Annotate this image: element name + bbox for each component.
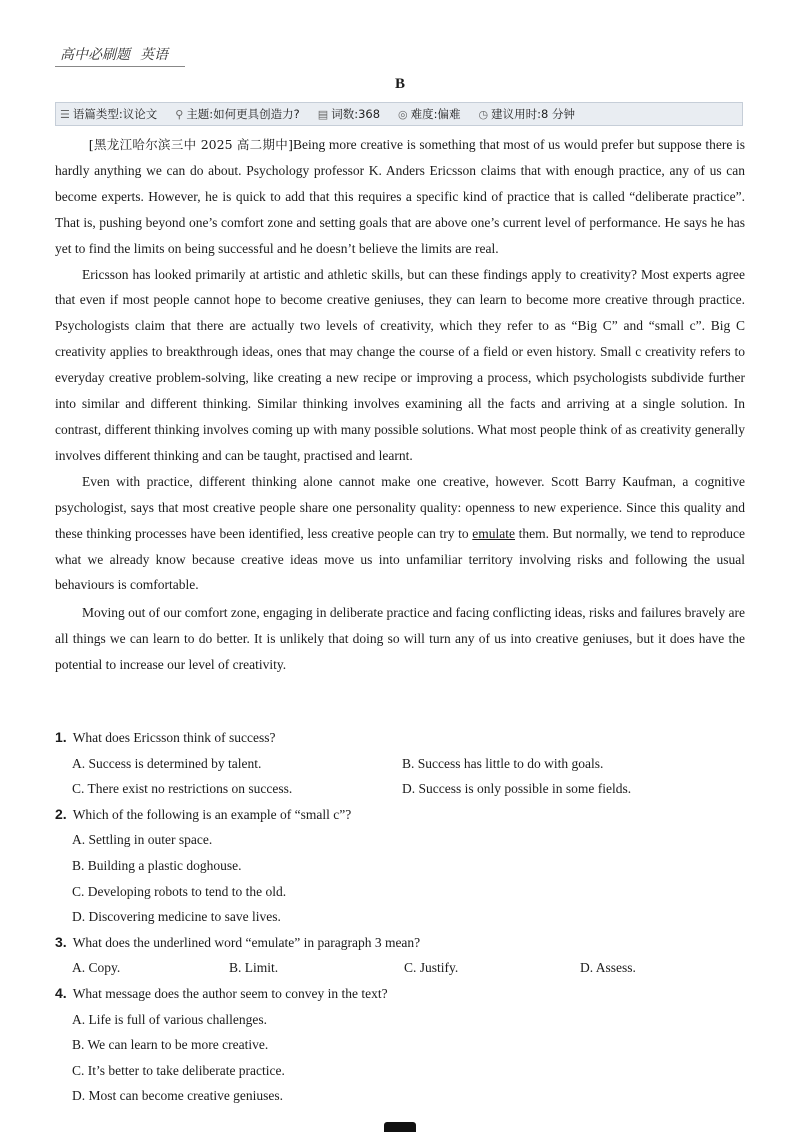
subject-label: 英语 (140, 47, 168, 63)
source-tag: [黑龙江哈尔滨三中 2025 高二期中] (88, 137, 293, 152)
info-article-type: ☰ 语篇类型:议论文 (60, 107, 158, 121)
question-4 (55, 981, 745, 1109)
option-b: B. Success has little to do with goals. (402, 755, 604, 771)
word-count-icon: ▤ (317, 107, 329, 121)
option-a: A. Life is full of various challenges. (72, 1011, 267, 1027)
question-number: 2. (55, 805, 67, 822)
question-stem: Which of the following is an example of “small c”? (72, 806, 352, 822)
question-2 (55, 802, 745, 930)
question-stem: What message does the author seem to convey in the text? (72, 985, 388, 1001)
option-a: A. Success is determined by talent. (72, 755, 262, 771)
info-word-count: ▤ 词数:368 (317, 107, 381, 121)
reading-passage (55, 132, 745, 678)
question-number: 4. (55, 984, 67, 1001)
question-3 (55, 930, 745, 981)
question-stem: What does the underlined word “emulate” in paragraph 3 mean? (72, 934, 421, 950)
question-stem: What does Ericsson think of success? (72, 730, 276, 745)
option-a: A. Settling in outer space. (72, 832, 213, 848)
paragraph-3: Even with practice, different thinking alone cannot make one creative, however. Scott Barry Kaufman, a cognitive psychologist, says that most creative people share one personality quality: openness to new experience. Since this quality and these thinking processes have been identified, less creative people can try to emulate them. But normally, we tend to reproduce what we already know because creative ideas move us into unfamiliar territory involving risks and following the usual behaviours is comfortable. (55, 473, 745, 593)
clock-icon: ◷ (478, 107, 489, 121)
option-c: C. There exist no restrictions on success. (72, 781, 293, 797)
option-d: D. Assess. (580, 960, 636, 976)
option-d: D. Discovering medicine to save lives. (72, 909, 281, 925)
option-c: C. Developing robots to tend to the old. (72, 883, 287, 899)
header-divider (55, 66, 185, 67)
paragraph-1: [黑龙江哈尔滨三中 2025 高二期中]Being more creative is something that most of us would prefer but suppose there is hardly anything we can do about. Psychology professor K. Anders Ericsson claims that with enough practice, any of us can become experts. However, he is quick to add that this requires a specific kind of practice that is called “deliberate practice”. That is, pushing beyond one’s comfort zone and setting goals that are above one’s current level of performance. He says he has yet to find the limits on being successful and he doesn’t believe the limits are real. (55, 137, 746, 256)
paragraph-4: Moving out of our comfort zone, engaging in deliberate practice and facing conflicting ideas, risks and failures bravely are all things we can learn to do better. It is unlikely that doing so will turn any of us into creative geniuses, but it does have the potential to increase our level of creativity. (55, 605, 745, 673)
question-1 (55, 725, 745, 802)
difficulty-icon: ◎ (398, 107, 408, 121)
page-number-tab (384, 1122, 416, 1132)
option-b: B. Limit. (229, 960, 279, 976)
info-suggested-time: ◷ 建议用时:8 分钟 (478, 107, 575, 121)
info-difficulty: ◎ 难度:偏难 (398, 107, 461, 121)
article-type-icon: ☰ (60, 107, 70, 121)
question-number: 1. (55, 729, 67, 745)
option-c: C. Justify. (404, 960, 459, 976)
option-c: C. It’s better to take deliberate practice. (72, 1062, 285, 1078)
option-a: A. Copy. (72, 960, 121, 976)
book-header (60, 44, 168, 64)
question-number: 3. (55, 933, 67, 950)
book-title: 高中必刷题 (60, 47, 130, 63)
option-b: B. Building a plastic doghouse. (72, 857, 242, 873)
question-list (55, 725, 745, 1109)
section-heading: B (394, 76, 405, 92)
option-d: D. Most can become creative geniuses. (72, 1088, 284, 1104)
option-b: B. We can learn to be more creative. (72, 1037, 269, 1053)
search-icon: ⚲ (175, 107, 184, 121)
option-d: D. Success is only possible in some fields. (402, 781, 632, 797)
paragraph-2: Ericsson has looked primarily at artistic and athletic skills, but can these findings apply to creativity? Most experts agree that even if most people cannot hope to become creative geniuses, they can learn to become more creative through practice. Psychologists claim that there are actually two levels of creativity, which they refer to as “Big C” and “small c”. Big C creativity applies to breakthrough ideas, ones that may change the course of a field or even history. Small c creativity refers to everyday creative problem-solving, like creating a new recipe or improving a process, which psychologists subdivide further into similar and different thinking. Similar thinking involves examining all the facts and arriving at a single solution. In contrast, different thinking involves coming up with many possible solutions. What most people think of as creativity generally involves different thinking and can be taught, practised and learnt. (55, 266, 745, 463)
underlined-word: emulate (472, 525, 516, 541)
info-topic: ⚲ 主题:如何更具创造力? (175, 107, 300, 121)
passage-info-bar (55, 102, 743, 126)
